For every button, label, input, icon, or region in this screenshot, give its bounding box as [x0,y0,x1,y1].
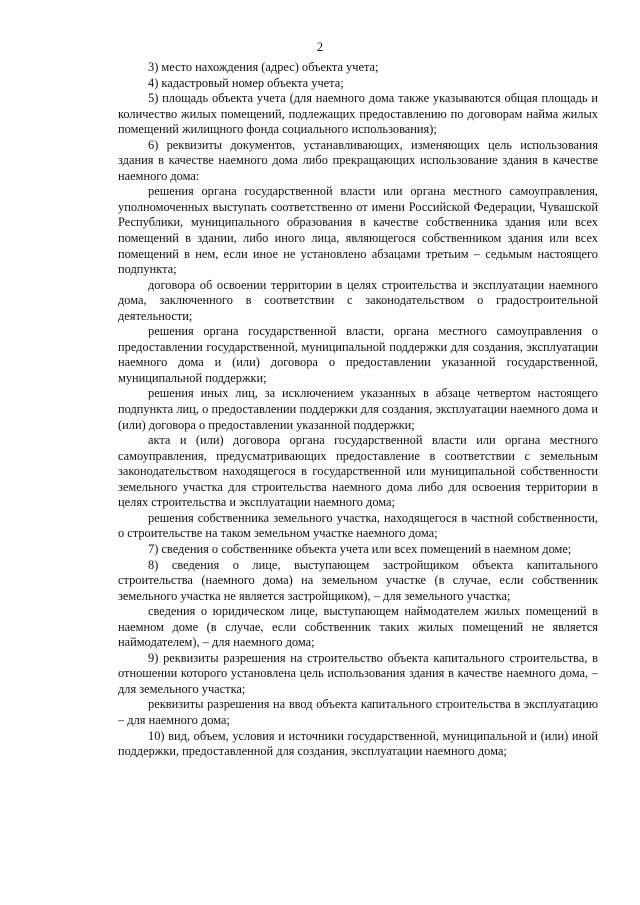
paragraph-territory-development-contract: договора об освоении территории в целях строительства и эксплуатации наемного дома, заключенного в соответствии с законодательством о градостроительной деятельности; [118,277,598,323]
paragraph-landlord-info: сведения о юридическом лице, выступающем наймодателем жилых помещений в наемном доме (в случае, если собственник таких жилых помещений не является наймодателем), – для наемного дома; [118,604,598,650]
paragraph-item-6-document-details: 6) реквизиты документов, устанавливающих, изменяющих цель использования здания в качестве наемного дома либо прекращающих использование здания в качестве наемного дома: [118,137,598,183]
paragraph-land-allocation-act: акта и (или) договора органа государственной власти или органа местного самоуправления, предусматривающих предоставление в соответствии с земельным законодательством находящегося в государственной или муниципальной собственности земельного участка для строительства наемного дома либо для освоения территории в целях строительства и эксплуатации наемного дома; [118,433,598,510]
paragraph-item-4-cadastral-number: 4) кадастровый номер объекта учета; [148,75,344,90]
paragraph-state-support-decision: решения органа государственной власти, органа местного самоуправления о предоставлении государственной, муниципальной поддержки для создания, эксплуатации наемного дома и (или) договора о предоставлении указанной государственной, муниципальной поддержки; [118,324,598,385]
paragraph-other-persons-decision: решения иных лиц, за исключением указанных в абзаце четвертом настоящего подпункта лиц, о предоставлении поддержки для создания, эксплуатации наемного дома и (или) договора о предоставлении указанной поддержки; [118,386,598,432]
paragraph-item-7-owner-info: 7) сведения о собственнике объекта учета или всех помещений в наемном доме; [148,541,572,556]
paragraph-authority-decision: решения органа государственной власти или органа местного самоуправления, уполномоченных выступать соответственно от имени Российской Федерации, Чувашской Республики, муниципального образования в качестве собственника здания или всех помещений в здании, либо иного лица, являющегося собственником здания или всех помещений в нем, если иное не установлено абзацами третьим – седьмым настоящего подпункта; [118,184,598,277]
paragraph-item-3-location: 3) место нахождения (адрес) объекта учета; [148,60,379,74]
paragraph-private-owner-decision: решения собственника земельного участка, находящегося в частной собственности, о строительстве на таком земельном участке наемного дома; [118,510,598,541]
paragraph-item-10-support-details: 10) вид, объем, условия и источники государственной, муниципальной и (или) иной поддержки, предоставленной для создания, эксплуатации наемного дома; [118,728,598,759]
paragraph-item-8-developer-info: 8) сведения о лице, выступающем застройщиком объекта капитального строительства (наемного дома) на земельном участке (в случае, если собственник земельного участка не является застройщиком), – для земельного участка; [118,557,598,603]
document-body [118,60,598,760]
paragraph-item-5-area: 5) площадь объекта учета (для наемного дома также указываются общая площадь и количество жилых помещений, подлежащих предоставлению по договорам найма жилых помещений жилищного фонда социального использования); [118,91,598,137]
page-number: 2 [316,40,324,54]
paragraph-commissioning-permit: реквизиты разрешения на ввод объекта капитального строительства в эксплуатацию – для наемного дома; [118,697,598,727]
paragraph-item-9-building-permit: 9) реквизиты разрешения на строительство объекта капитального строительства, в отношении которого установлена цель использования здания в качестве наемного дома, – для земельного участка; [118,650,598,696]
